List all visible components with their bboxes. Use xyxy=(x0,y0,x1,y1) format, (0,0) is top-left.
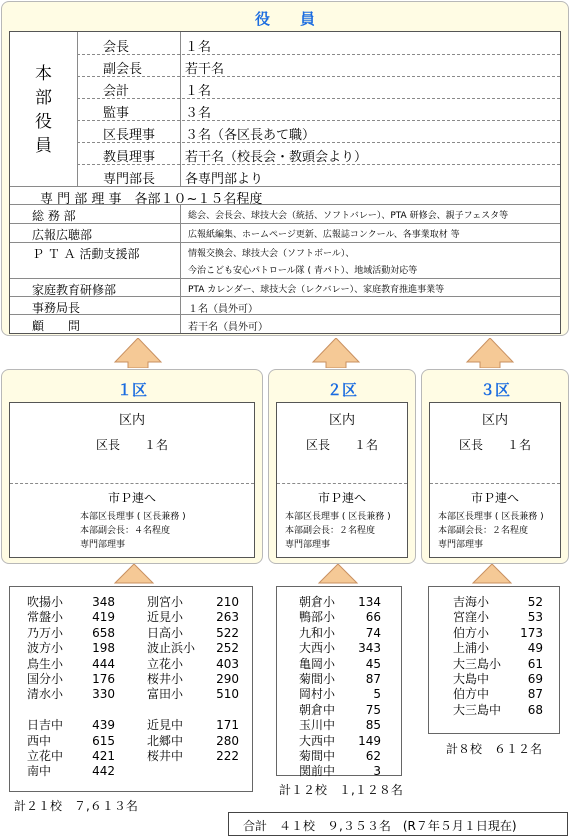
kunai-label: 区内 xyxy=(118,413,145,428)
district-box-3 xyxy=(429,402,561,558)
school-name: 波止浜小 xyxy=(147,641,196,656)
school-name: 波方小 xyxy=(27,641,64,656)
school-name: 朝倉中 xyxy=(299,702,336,717)
school-row xyxy=(147,609,239,625)
school-count: 149 xyxy=(358,733,381,748)
school-name: 西中 xyxy=(27,733,52,748)
school-row xyxy=(27,640,115,656)
school-row xyxy=(299,702,381,718)
school-list-3 xyxy=(428,586,560,734)
school-name: 桜井中 xyxy=(147,749,184,763)
district-panel-3 xyxy=(421,369,569,564)
school-name: 菊間中 xyxy=(299,749,336,763)
school-row xyxy=(27,733,115,749)
school-name: 岡村小 xyxy=(299,687,336,702)
school-name: 亀岡小 xyxy=(299,656,336,671)
school-count: 69 xyxy=(527,672,543,686)
school-row xyxy=(299,609,381,625)
school-row xyxy=(299,640,381,656)
kucho-label: 区長 １名 xyxy=(305,438,378,452)
district-total-1: 計２１校 ７,６１３名 xyxy=(14,799,138,813)
school-count: 522 xyxy=(216,625,239,640)
grand-total: 合計 ４１校 ９,３５３名 (R７年５月１日現在) xyxy=(243,819,517,833)
school-count: 198 xyxy=(92,641,115,656)
school-name: 立花小 xyxy=(147,656,184,671)
arrow-up-3 xyxy=(465,338,515,368)
officer-role-6: 専門部長 xyxy=(103,172,156,187)
school-row xyxy=(299,625,381,641)
arrow-up-2 xyxy=(311,338,361,368)
district-line1: 本部区長理事 ( 区長兼務 ) xyxy=(438,512,544,522)
district-line2: 本部副会長：４名程度 xyxy=(80,526,171,536)
school-row xyxy=(453,625,543,641)
school-name: 大西中 xyxy=(299,733,336,748)
kunai-label: 区内 xyxy=(328,413,355,428)
school-row xyxy=(299,656,381,672)
school-count: 68 xyxy=(527,702,543,717)
school-name: 別宮小 xyxy=(147,595,184,609)
officer-value-5: 若干名（校長会・教頭会より） xyxy=(185,150,368,165)
dept-desc2-2: 今治こども安心パトロール隊 ( 青パト）、地域活動対応等 xyxy=(188,266,418,276)
school-name: 桜井小 xyxy=(147,672,184,686)
school-count: 330 xyxy=(92,687,115,702)
district-line3: 専門部理事 xyxy=(285,540,331,550)
officer-divider xyxy=(77,164,560,165)
district-line1: 本部区長理事 ( 区長兼務 ) xyxy=(80,512,186,522)
school-row xyxy=(299,594,381,610)
school-count: 348 xyxy=(92,595,115,609)
school-count: 290 xyxy=(216,672,239,686)
school-count: 75 xyxy=(365,702,381,717)
school-name: 富田小 xyxy=(147,687,184,702)
school-name: 近見中 xyxy=(147,718,184,733)
school-count: 3 xyxy=(373,764,381,779)
district-title-2: ２区 xyxy=(326,381,357,399)
school-name: 大三島小 xyxy=(453,656,502,671)
school-row xyxy=(147,640,239,656)
shipren-label: 市Ｐ連へ xyxy=(107,491,156,505)
dept-desc-2: 情報交換会、球技大会（ソフトボール）、 xyxy=(188,249,355,259)
arrow-up-d3 xyxy=(471,564,513,584)
officer-role-3: 監事 xyxy=(103,106,130,121)
school-count: 419 xyxy=(92,610,115,625)
school-name: 国分小 xyxy=(27,672,64,686)
dept-desc-0: 総会、会長会、球技大会（統括、ソフトバレー）、PTA 研修会、親子フェスタ等 xyxy=(188,211,509,221)
officer-value-0: １名 xyxy=(185,40,212,55)
dept-desc-4: １名（員外可） xyxy=(188,304,258,315)
dept-name-3: 家庭教育研修部 xyxy=(32,283,117,297)
school-count: 85 xyxy=(365,718,381,733)
honbu-label: 本 部 役 員 xyxy=(35,64,52,156)
school-name: 玉川中 xyxy=(299,718,336,733)
district-line3: 専門部理事 xyxy=(438,540,484,550)
dept-name-4: 事務局長 xyxy=(32,301,81,315)
officer-role-4: 区長理事 xyxy=(103,128,156,143)
school-row xyxy=(453,686,543,702)
school-row xyxy=(147,625,239,641)
school-name: 常盤小 xyxy=(27,610,64,625)
dept-desc-1: 広報紙編集、ホームページ更新、広報誌コンクール、各事業取材 等 xyxy=(188,230,460,240)
school-row xyxy=(299,733,381,749)
school-count: 421 xyxy=(92,749,115,763)
shipren-label: 市Ｐ連へ xyxy=(470,491,519,505)
school-count: 510 xyxy=(216,687,239,702)
school-name: 菊間小 xyxy=(299,672,336,686)
school-count: 280 xyxy=(216,733,239,748)
kucho-label: 区長 １名 xyxy=(458,438,531,452)
school-count: 87 xyxy=(527,687,543,702)
school-name: 吹揚小 xyxy=(27,595,64,609)
school-name: 清水小 xyxy=(27,687,64,702)
school-row xyxy=(453,656,543,672)
school-name: 北郷中 xyxy=(147,733,184,748)
dept-divider xyxy=(10,223,560,224)
school-count: 343 xyxy=(358,641,381,656)
school-count: 53 xyxy=(527,610,543,625)
school-row xyxy=(147,733,239,749)
officer-value-6: 各専門部より xyxy=(185,172,264,187)
school-count: 134 xyxy=(358,595,381,609)
school-name: 日吉中 xyxy=(27,718,64,733)
school-name: 南中 xyxy=(27,764,52,779)
school-row xyxy=(27,671,115,687)
officer-divider xyxy=(77,76,560,77)
school-row xyxy=(453,609,543,625)
district-divider xyxy=(277,483,407,484)
school-list-1 xyxy=(9,586,253,792)
district-line1: 本部区長理事 ( 区長兼務 ) xyxy=(285,512,391,522)
school-row xyxy=(27,717,115,733)
school-name: 大島中 xyxy=(453,672,490,686)
school-count: 252 xyxy=(216,641,239,656)
school-count: 52 xyxy=(527,595,543,609)
school-name: 吉海小 xyxy=(453,595,490,609)
school-count: 66 xyxy=(365,610,381,625)
district-title-3: ３区 xyxy=(479,381,510,399)
school-name: 大三島中 xyxy=(453,702,502,717)
school-name: 立花中 xyxy=(27,749,64,763)
district-line3: 専門部理事 xyxy=(80,540,126,550)
officer-value-4: ３名（各区長あて職） xyxy=(185,128,316,143)
grand-total-box xyxy=(228,812,568,836)
arrow-up-d1 xyxy=(113,564,155,584)
school-count: 442 xyxy=(92,764,115,779)
dept-divider xyxy=(10,278,560,279)
dept-desc-5: 若干名（員外可） xyxy=(188,322,268,333)
school-name: 乃万小 xyxy=(27,625,64,640)
dept-name-5: 顧 問 xyxy=(32,319,81,333)
dept-name-1: 広報広聴部 xyxy=(32,228,93,242)
school-count: 263 xyxy=(216,610,239,625)
school-count: 61 xyxy=(527,656,543,671)
school-row xyxy=(27,763,115,779)
school-name: 関前中 xyxy=(299,764,336,779)
school-count: 444 xyxy=(92,656,115,671)
school-count: 49 xyxy=(527,641,543,656)
school-row xyxy=(453,640,543,656)
school-list-2 xyxy=(276,586,402,779)
school-row xyxy=(453,702,543,718)
officers-title: 役 員 xyxy=(254,10,315,28)
arrow-up-1 xyxy=(113,338,163,368)
school-row xyxy=(147,748,239,764)
officer-role-5: 教員理事 xyxy=(103,150,156,165)
school-name: 大西小 xyxy=(299,641,336,656)
school-name: 宮窪小 xyxy=(453,610,490,625)
district-total-3: 計８校 ６１２名 xyxy=(446,742,543,756)
school-row xyxy=(299,763,381,779)
school-name: 鳥生小 xyxy=(27,656,64,671)
school-count: 74 xyxy=(365,625,381,640)
school-name: 九和小 xyxy=(299,625,336,640)
district-box-1 xyxy=(9,402,255,558)
school-name: 上浦小 xyxy=(453,641,490,656)
district-line2: 本部副会長：２名程度 xyxy=(438,526,529,536)
school-name: 伯方小 xyxy=(453,625,490,640)
officer-role-1: 副会長 xyxy=(103,62,143,77)
school-count: 62 xyxy=(365,749,381,763)
officer-value-2: １名 xyxy=(185,84,212,99)
school-name: 朝倉小 xyxy=(299,595,336,609)
officers-panel xyxy=(1,1,569,336)
school-row xyxy=(27,625,115,641)
shipren-label: 市Ｐ連へ xyxy=(317,491,366,505)
district-panel-1 xyxy=(1,369,263,564)
school-count: 173 xyxy=(520,625,543,640)
dept-divider xyxy=(10,314,560,315)
school-count: 658 xyxy=(92,625,115,640)
school-name: 日高小 xyxy=(147,625,184,640)
officer-role-0: 会長 xyxy=(103,40,130,55)
school-count: 439 xyxy=(92,718,115,733)
school-row xyxy=(147,671,239,687)
kucho-label: 区長 １名 xyxy=(95,438,168,452)
school-count: 171 xyxy=(216,718,239,733)
school-row xyxy=(27,609,115,625)
school-count: 176 xyxy=(92,672,115,686)
officer-value-3: ３名 xyxy=(185,106,212,121)
district-divider xyxy=(430,483,560,484)
school-count: 210 xyxy=(216,595,239,609)
dept-name-0: 総 務 部 xyxy=(32,209,76,223)
district-total-2: 計１２校 １,１２８名 xyxy=(279,783,403,797)
school-row xyxy=(147,717,239,733)
district-line2: 本部副会長：２名程度 xyxy=(285,526,376,536)
school-row xyxy=(27,686,115,702)
school-count: 222 xyxy=(216,749,239,763)
school-count: 615 xyxy=(92,733,115,748)
officer-divider xyxy=(77,120,560,121)
school-name: 伯方中 xyxy=(453,687,490,702)
school-row xyxy=(299,686,381,702)
officer-divider xyxy=(77,142,560,143)
school-row xyxy=(27,748,115,764)
dept-name-2: Ｐ Ｔ Ａ 活動支援部 xyxy=(32,247,140,261)
district-box-2 xyxy=(276,402,408,558)
school-row xyxy=(147,594,239,610)
district-divider xyxy=(10,483,254,484)
arrow-up-d2 xyxy=(317,564,359,584)
school-row xyxy=(299,717,381,733)
officer-value-1: 若干名 xyxy=(185,62,225,77)
school-count: 5 xyxy=(373,687,381,702)
school-row xyxy=(299,671,381,687)
school-row xyxy=(147,686,239,702)
district-title-1: １区 xyxy=(116,381,147,399)
school-row xyxy=(27,594,115,610)
senmon-header: 専 門 部 理 事 各部１０~１５名程度 xyxy=(40,192,263,207)
school-row xyxy=(27,656,115,672)
kunai-label: 区内 xyxy=(481,413,508,428)
district-panel-2 xyxy=(268,369,416,564)
school-row xyxy=(453,594,543,610)
officer-divider xyxy=(77,54,560,55)
dept-desc-3: PTA カレンダー、球技大会（レクバレー）、家庭教育推進事業等 xyxy=(188,285,445,295)
school-row xyxy=(299,748,381,764)
school-name: 鴨部小 xyxy=(299,610,336,625)
officers-table xyxy=(9,31,561,334)
officer-divider xyxy=(77,98,560,99)
school-count: 45 xyxy=(365,656,381,671)
school-count: 87 xyxy=(365,672,381,686)
school-row xyxy=(147,656,239,672)
officer-role-2: 会計 xyxy=(103,84,130,99)
school-count: 403 xyxy=(216,656,239,671)
school-name: 近見小 xyxy=(147,610,184,625)
school-row xyxy=(453,671,543,687)
dept-divider xyxy=(10,242,560,243)
dept-divider xyxy=(10,296,560,297)
